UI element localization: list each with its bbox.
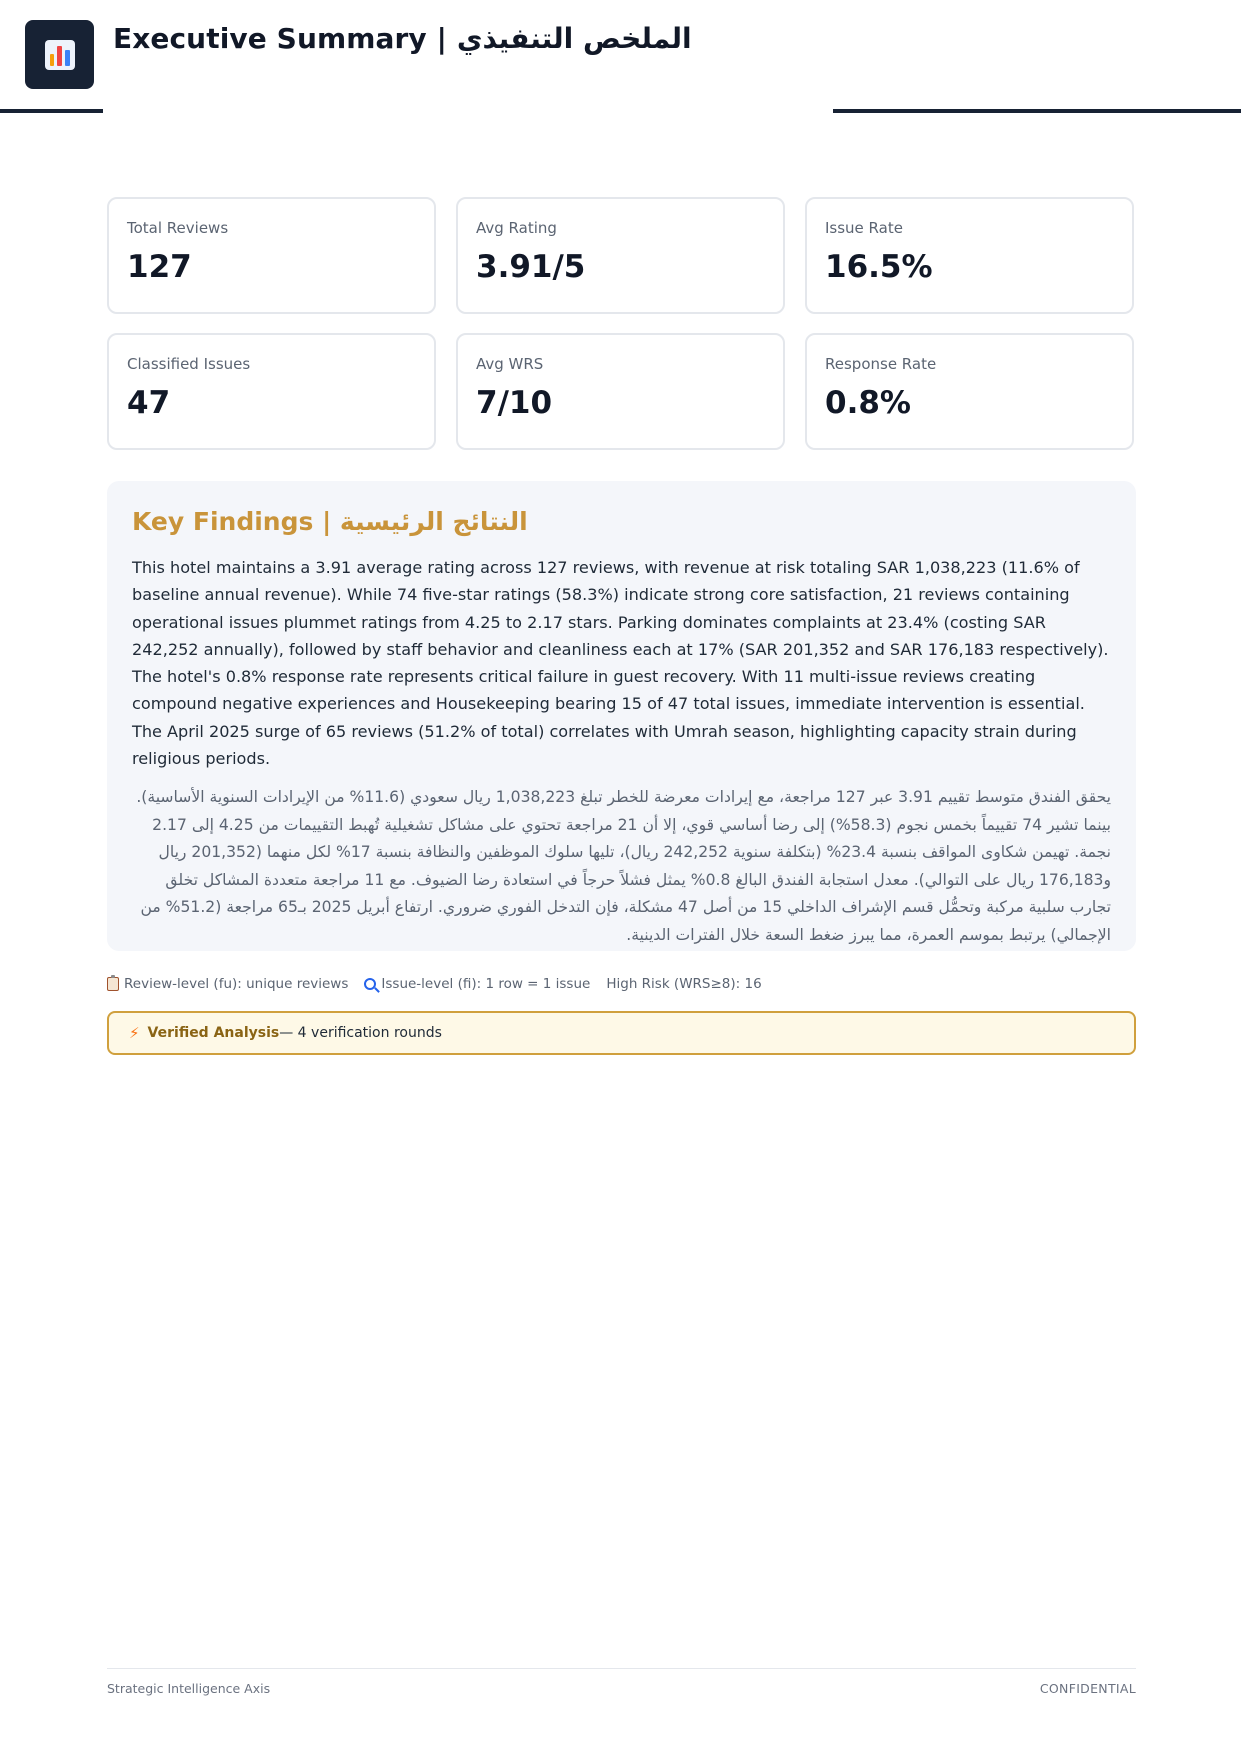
key-findings-panel: [107, 481, 1136, 951]
key-findings-english: This hotel maintains a 3.91 average rating across 127 reviews, with revenue at risk totaling SAR 1,038,223 (11.6% of baseline annual revenue). While 74 five-star ratings (58.3%) indicate strong core satisfaction, 21 reviews containing operational issues plummet ratings from 4.25 to 2.17 stars. Parking dominates complaints at 23.4% (costing SAR 242,252 annually), followed by staff behavior and cleanliness each at 17% (SAR 201,352 and SAR 176,183 respectively). The hotel's 0.8% response rate represents critical failure in guest recovery. With 11 multi-issue reviews creating compound negative experiences and Housekeeping bearing 15 of 47 total issues, immediate intervention is essential. The April 2025 surge of 65 reviews (51.2% of total) correlates with Umrah season, highlighting capacity strain during religious periods.: [132, 558, 1109, 769]
kpi-value: 0.8%: [825, 385, 911, 421]
app-logo: [25, 20, 94, 89]
header-rule-right: [833, 109, 1241, 113]
key-findings-arabic: يحقق الفندق متوسط تقييم 3.91 عبر 127 مراجعة، مع إيرادات معرضة للخطر تبلغ 1,038,223 ريال سعودي (11.6% من الإيرادات السنوية الأساسية). بينما تشير 74 تقييماً بخمس نجوم (58.3%) إلى رضا أساسي قوي، إلا أن 21 مراجعة تحتوي على مشاكل تشغيلية تُهبط التقييمات من 4.25 إلى 2.17 نجمة. تهيمن شكاوى المواقف بنسبة 23.4% (بتكلفة سنوية 242,252 ريال)، تليها سلوك الموظفين والنظافة بنسبة 17% لكل منهما (201,352 ريال و176,183 ريال على التوالي). معدل استجابة الفندق البالغ 0.8% يمثل فشلاً حرجاً في استعادة رضا الضيوف. مع 11 مراجعة متعددة المشاكل تخلق تجارب سلبية مركبة وتحمُّل قسم الإشراف الداخلي 15 من أصل 47 مشكلة، فإن التدخل الفوري ضروري. ارتفاع أبريل 2025 بـ65 مراجعة (51.2% من الإجمالي) يرتبط بموسم العمرة، مما يبرز ضغط السعة خلال الفترات الدينية.: [136, 788, 1111, 944]
kpi-card-classified-issues: [107, 333, 436, 450]
footer-divider: [107, 1668, 1136, 1669]
kpi-label: Classified Issues: [127, 355, 251, 373]
kpi-label: Total Reviews: [127, 219, 229, 237]
kpi-label: Issue Rate: [825, 219, 903, 237]
verified-analysis-label: Verified Analysis: [147, 1025, 280, 1041]
verified-analysis-banner: [107, 1011, 1136, 1055]
header-rule-left: [0, 109, 103, 113]
kpi-value: 7/10: [476, 385, 553, 421]
footer-confidential: CONFIDENTIAL: [1039, 1681, 1136, 1696]
page-header: [0, 0, 1241, 120]
clipboard-icon: [107, 977, 119, 991]
key-findings-title: Key Findings | النتائج الرئيسية: [132, 507, 528, 536]
legend-issue-level: [364, 976, 590, 992]
kpi-label: Response Rate: [825, 355, 937, 373]
kpi-label: Avg Rating: [476, 219, 557, 237]
bar-chart-icon: [45, 40, 75, 70]
kpi-card-issue-rate: [805, 197, 1134, 314]
kpi-value: 16.5%: [825, 249, 933, 285]
kpi-value: 127: [127, 249, 192, 285]
footer-company: Strategic Intelligence Axis: [107, 1681, 271, 1696]
legend-review-level: [107, 976, 348, 992]
kpi-value: 3.91/5: [476, 249, 586, 285]
legend-row: [107, 976, 762, 992]
kpi-card-total-reviews: [107, 197, 436, 314]
lightning-icon: ⚡: [129, 1024, 140, 1042]
legend-high-risk: [606, 976, 761, 992]
page-title: Executive Summary | الملخص التنفيذي: [113, 22, 692, 55]
kpi-card-response-rate: [805, 333, 1134, 450]
magnifier-icon: [364, 978, 376, 990]
legend-issue-level-text: Issue-level (fi): 1 row = 1 issue: [381, 976, 591, 992]
legend-high-risk-text: High Risk (WRS≥8): 16: [606, 976, 762, 992]
verified-analysis-rounds: — 4 verification rounds: [279, 1025, 442, 1041]
kpi-label: Avg WRS: [476, 355, 544, 373]
kpi-card-avg-wrs: [456, 333, 785, 450]
kpi-grid: [107, 197, 1136, 450]
kpi-card-avg-rating: [456, 197, 785, 314]
legend-review-level-text: Review-level (fu): unique reviews: [124, 976, 349, 992]
kpi-value: 47: [127, 385, 171, 421]
